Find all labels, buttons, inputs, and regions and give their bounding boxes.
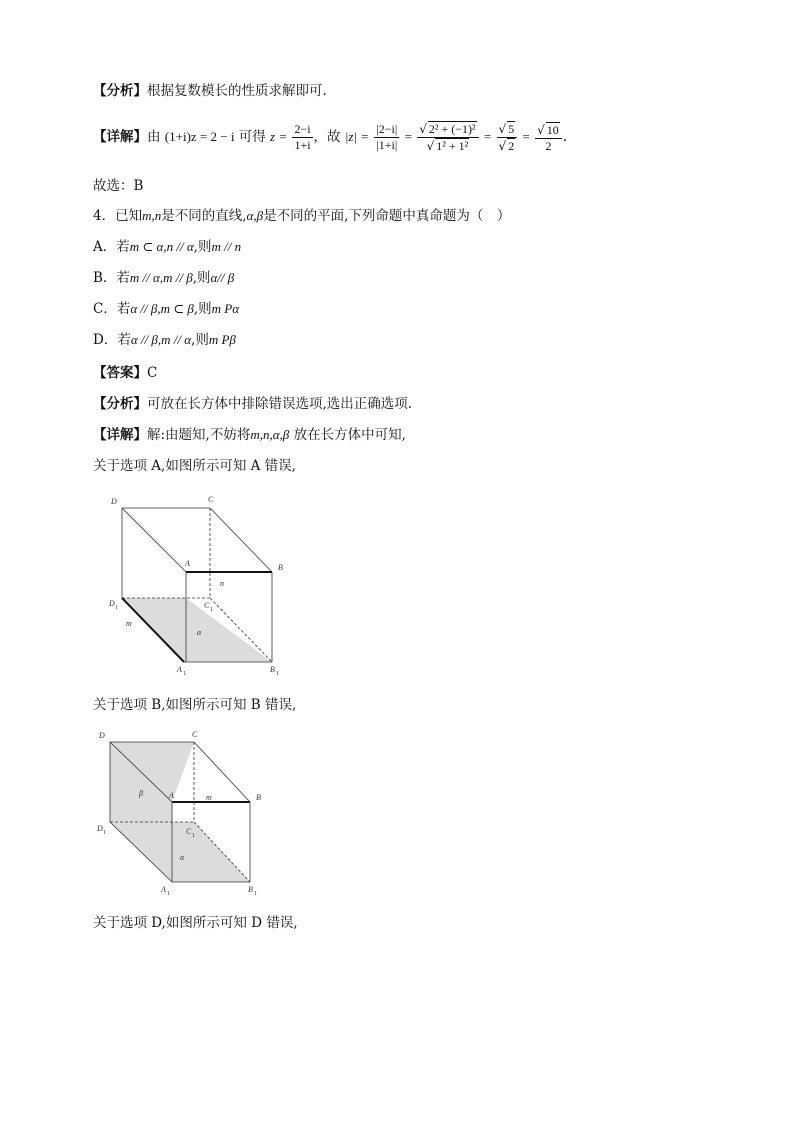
frac-sqrt-num: 2² + (−1)² xyxy=(428,122,476,136)
frac-sqrt-den: 1² + 1² xyxy=(436,139,469,153)
label-c1-sub: 1 xyxy=(192,833,195,839)
option-d-res: m Pβ xyxy=(208,332,236,347)
question-number: 4．已知 xyxy=(93,208,143,224)
label-beta: β xyxy=(139,789,143,798)
cuboid-figure-b xyxy=(90,728,280,908)
fraction-sqrt xyxy=(417,121,478,154)
option-a-then: ,则 xyxy=(193,239,212,255)
label-b: B xyxy=(278,563,283,572)
option-a-label: A．若 xyxy=(93,239,130,255)
radical-icon: √ xyxy=(419,122,427,136)
option-d-label: D．若 xyxy=(93,332,131,348)
option-c-cond: α // β,m ⊂ β xyxy=(130,301,194,316)
detail-prefix: 由 xyxy=(147,129,161,145)
answer-text: C xyxy=(147,365,158,381)
analysis-tag: 【分析】 xyxy=(93,83,147,99)
label-alpha: α xyxy=(180,853,185,862)
option-c xyxy=(93,300,239,318)
label-d1-sub: 1 xyxy=(115,605,118,611)
fraction-z xyxy=(292,122,312,153)
option-a xyxy=(93,238,241,256)
frac-z-num: 2−i xyxy=(294,122,311,136)
fraction-sqrt5 xyxy=(497,121,518,154)
edge-cb xyxy=(210,508,272,572)
label-c: C xyxy=(208,495,214,504)
detail-tag-2: 【详解】 xyxy=(93,427,147,443)
abs-z: |z| = xyxy=(344,129,370,144)
frac-abs-den: |1+i| xyxy=(376,138,398,152)
option-d-explain: 关于选项 D,如图所示可知 D 错误, xyxy=(93,915,298,931)
option-b-cond: m // α,m // β xyxy=(129,270,193,285)
frac-result-num: 10 xyxy=(546,122,559,137)
option-a-res: m // n xyxy=(211,239,242,254)
radical-icon: √ xyxy=(498,122,507,136)
radical-icon: √ xyxy=(537,122,545,137)
option-c-label: C．若 xyxy=(93,301,131,317)
analysis-tag-2: 【分析】 xyxy=(93,396,147,412)
equals-2: = xyxy=(483,129,492,144)
detail2-text-2: 放在长方体中可知, xyxy=(293,427,406,443)
label-b1-sub: 1 xyxy=(254,891,257,897)
label-c1: C xyxy=(186,827,192,836)
analysis-line-2 xyxy=(93,395,412,413)
label-a: A xyxy=(169,791,174,800)
option-b-then: ,则 xyxy=(192,270,211,286)
label-b1-sub: 1 xyxy=(276,671,279,677)
detail2-text-1: 解:由题知,不妨将 xyxy=(147,427,251,443)
radical-icon: √ xyxy=(426,139,435,153)
fraction-abs xyxy=(374,122,399,153)
option-a-explain: 关于选项 A,如图所示可知 A 错误, xyxy=(93,458,296,474)
z-equals: z = xyxy=(270,129,288,144)
label-n: n xyxy=(220,579,224,588)
edge-da xyxy=(122,508,186,572)
radical-icon: √ xyxy=(498,139,507,153)
label-c: C xyxy=(192,730,198,739)
answer-line xyxy=(93,364,157,382)
detail-line-1 xyxy=(93,120,567,154)
label-b: B xyxy=(256,793,261,802)
option-d-then: ,则 xyxy=(191,332,209,348)
label-alpha: α xyxy=(197,628,202,637)
label-d1-sub: 1 xyxy=(103,830,106,836)
label-b1: B xyxy=(270,665,275,674)
detail-tag: 【详解】 xyxy=(93,129,147,145)
option-d xyxy=(93,331,236,349)
choice-line: 故选：B xyxy=(93,178,144,194)
label-d1: D xyxy=(109,599,115,608)
label-a1: A xyxy=(177,665,182,674)
label-m: m xyxy=(206,793,212,802)
frac-z-den: 1+i xyxy=(294,138,311,152)
label-d: D xyxy=(111,497,117,506)
frac-sqrt5-num: 5 xyxy=(508,122,515,136)
label-d1: D xyxy=(97,824,103,833)
equals-1: = xyxy=(404,129,412,144)
option-b xyxy=(93,269,234,287)
equation-given: (1+i)z = 2 − i xyxy=(164,129,235,144)
frac-abs-num: |2−i| xyxy=(376,122,398,136)
label-d: D xyxy=(99,731,105,740)
question-vars-lines: m,n xyxy=(142,208,162,223)
answer-tag: 【答案】 xyxy=(93,365,147,381)
fraction-result xyxy=(535,122,562,154)
option-c-res: m Pα xyxy=(211,301,240,316)
cuboid-figure-a xyxy=(100,490,300,680)
detail-line-2 xyxy=(93,426,406,444)
label-c1-sub: 1 xyxy=(210,607,213,613)
label-a1-sub: 1 xyxy=(167,891,170,897)
label-a1-sub: 1 xyxy=(183,671,186,677)
question-vars-planes: α,β xyxy=(246,208,264,223)
label-a: A xyxy=(185,559,190,568)
analysis-text: 根据复数模长的性质求解即可. xyxy=(147,83,327,99)
option-b-explain: 关于选项 B,如图所示可知 B 错误, xyxy=(93,697,297,713)
detail-end: . xyxy=(562,129,568,145)
option-c-then: ,则 xyxy=(193,301,212,317)
option-b-res: α// β xyxy=(210,270,235,285)
label-m: m xyxy=(126,619,132,628)
option-a-cond: m ⊂ α,n // α xyxy=(129,239,194,254)
detail2-vars: m,n,α,β xyxy=(250,427,290,442)
label-c1: C xyxy=(204,601,210,610)
detail-mid: 可得 xyxy=(238,129,266,145)
label-b1: B xyxy=(248,885,253,894)
label-a1: A xyxy=(161,885,166,894)
equals-3: = xyxy=(522,129,530,144)
option-b-label: B．若 xyxy=(93,270,130,286)
frac-sqrt5-den: 2 xyxy=(508,139,515,153)
detail-comma: ，故 xyxy=(313,129,341,145)
option-d-cond: α // β,m // α xyxy=(130,332,192,347)
plane-alpha xyxy=(110,822,250,882)
analysis-line-1 xyxy=(93,82,327,100)
question-text-2: 是不同的平面,下列命题中真命题为（ ） xyxy=(263,208,511,224)
frac-result-den: 2 xyxy=(545,138,552,153)
question-4 xyxy=(93,207,510,225)
edge-cb xyxy=(194,742,250,802)
analysis-text-2: 可放在长方体中排除错误选项,选出正确选项. xyxy=(147,396,413,412)
question-text-1: 是不同的直线, xyxy=(161,208,247,224)
